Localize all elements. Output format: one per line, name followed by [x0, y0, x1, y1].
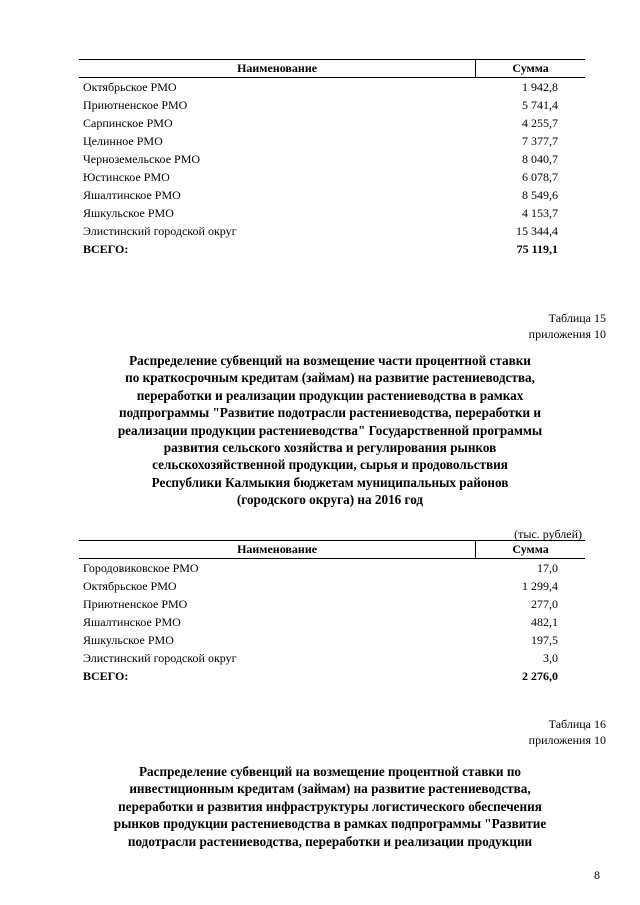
row-sum: 4 255,7: [522, 116, 558, 130]
row-sum: 4 153,7: [522, 206, 558, 220]
table-16-title: [80, 763, 580, 850]
title-line: Распределение субвенций на возмещение процентной ставки по: [138, 764, 522, 779]
title-line: переработки и реализации продукции растениеводства в рамках: [136, 387, 524, 403]
row-sum: 197,5: [531, 633, 558, 647]
total-row: [79, 667, 585, 685]
table-15-number: Таблица 15: [548, 311, 606, 325]
page-number: 8: [594, 868, 600, 882]
row-sum: 482,1: [531, 615, 558, 629]
table-row: [79, 631, 585, 649]
row-name: Яшкульское РМО: [83, 206, 174, 220]
table-row: [79, 649, 585, 667]
row-sum: 15 344,4: [516, 224, 558, 238]
table-row: [79, 186, 585, 204]
table-row: [79, 96, 585, 114]
title-line: реализации продукции растениеводства" Государственной программы: [117, 422, 543, 438]
row-sum: 5 741,4: [522, 98, 558, 112]
row-sum: 8 549,6: [522, 188, 558, 202]
row-name: Яшкульское РМО: [83, 633, 174, 647]
column-header-name: Наименование: [79, 541, 476, 559]
table-row: [79, 132, 585, 150]
row-name: Сарпинское РМО: [83, 116, 173, 130]
row-sum: 277,0: [531, 597, 558, 611]
total-sum: 2 276,0: [522, 669, 558, 683]
table-municipal-sums: [79, 59, 585, 258]
row-name: Октябрьское РМО: [83, 579, 177, 593]
table-row: [79, 559, 585, 578]
title-line: (городского округа) на 2016 год: [236, 492, 424, 508]
title-line: сельскохозяйственной продукции, сырья и продовольствия: [152, 457, 508, 473]
column-header-sum: Сумма: [476, 60, 585, 78]
title-line: подпрограммы "Развитие подотрасли растениеводства, переработки и: [118, 405, 541, 421]
table-15-caption: [529, 310, 606, 342]
units-label: (тыс. рублей): [514, 527, 582, 541]
row-sum: 1 942,8: [522, 80, 558, 94]
table-16-appendix: приложения 10: [528, 733, 606, 747]
table-row: [79, 168, 585, 186]
row-name: Яшалтинское РМО: [83, 615, 181, 629]
total-sum: 75 119,1: [516, 242, 558, 256]
row-name: Приютненское РМО: [83, 597, 188, 611]
total-label: ВСЕГО:: [83, 242, 129, 256]
table-16-number: Таблица 16: [548, 717, 606, 731]
row-sum: 3,0: [543, 651, 558, 665]
row-sum: 7 377,7: [522, 134, 558, 148]
row-name: Черноземельское РМО: [83, 152, 201, 166]
row-name: Элистинский городской округ: [83, 651, 237, 665]
title-line: инвестиционным кредитам (займам) на развитие растениеводства,: [129, 781, 531, 797]
row-name: Целинное РМО: [83, 134, 163, 148]
table-row: [79, 595, 585, 613]
table-row: [79, 150, 585, 168]
row-name: Октябрьское РМО: [83, 80, 177, 94]
table-15-appendix: приложения 10: [528, 327, 606, 341]
table-row: [79, 222, 585, 240]
row-name: Городовиковское РМО: [83, 561, 199, 575]
title-line: Республики Калмыкия бюджетам муниципальных районов: [151, 474, 509, 490]
table-16-caption: [529, 716, 606, 748]
table-row: [79, 613, 585, 631]
column-header-sum: Сумма: [476, 541, 585, 559]
title-line: Распределение субвенций на возмещение части процентной ставки: [129, 353, 531, 368]
table-15-title: [80, 352, 580, 509]
table-header-row: [79, 60, 585, 78]
total-row: [79, 240, 585, 258]
title-line: рынков продукции растениеводства в рамках подпрограммы "Развитие: [113, 816, 547, 832]
title-line: по краткосрочным кредитам (займам) на развитие растениеводства,: [125, 370, 535, 386]
row-sum: 17,0: [537, 561, 558, 575]
title-line: подотрасли растениеводства, переработки и реализации продукции: [127, 833, 533, 849]
row-name: Юстинское РМО: [83, 170, 170, 184]
row-sum: 6 078,7: [522, 170, 558, 184]
table-row: [79, 78, 585, 97]
title-line: переработки и развития инфраструктуры логистического обеспечения: [118, 798, 542, 814]
total-label: ВСЕГО:: [83, 669, 129, 683]
row-name: Элистинский городской округ: [83, 224, 237, 238]
title-line: развития сельского хозяйства и регулирования рынков: [163, 440, 497, 456]
table-row: [79, 204, 585, 222]
row-name: Яшалтинское РМО: [83, 188, 181, 202]
row-name: Приютненское РМО: [83, 98, 188, 112]
table-row: [79, 577, 585, 595]
table-row: [79, 114, 585, 132]
table-header-row: [79, 541, 585, 559]
column-header-name: Наименование: [79, 60, 476, 78]
row-sum: 8 040,7: [522, 152, 558, 166]
table-15: [79, 540, 585, 685]
row-sum: 1 299,4: [522, 579, 558, 593]
